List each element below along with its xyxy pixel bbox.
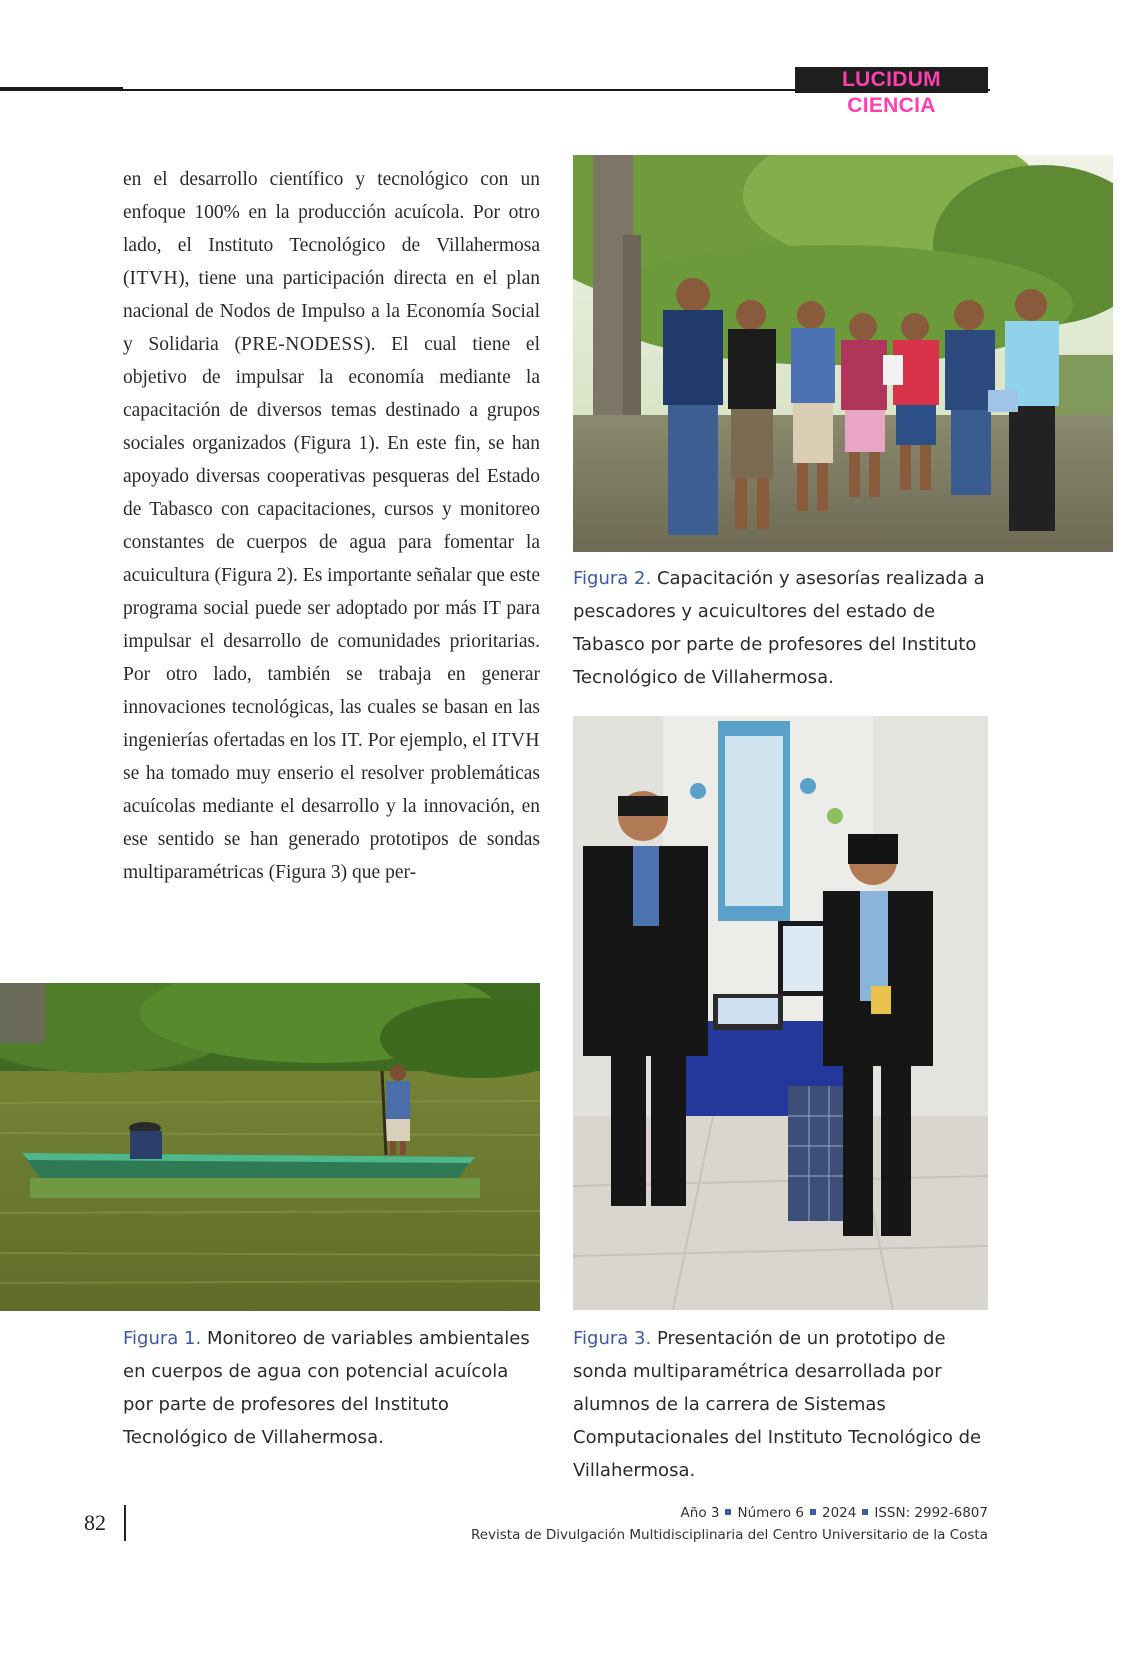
issue-year: Año 3 <box>680 1505 720 1521</box>
figure-2-label: Figura 2. <box>573 568 652 589</box>
bullet-square-icon <box>862 1509 868 1515</box>
abbreviation-itvh: ITVH <box>491 730 540 751</box>
abbreviation-itvh: ITVH <box>129 268 179 289</box>
figure-3-photo <box>573 716 988 1310</box>
figure-3-caption: Figura 3. Presentación de un prototipo de sonda multiparamétrica desarrollada por alumnos de la carrera de Sistemas Computacionales del Instituto Tecnológico de Villahermosa. <box>573 1328 982 1481</box>
issn: ISSN: 2992-6807 <box>874 1505 988 1521</box>
publication-name: Revista de Divulgación Multidisciplinaria del Centro Universitario de la Costa <box>470 1527 988 1543</box>
abbreviation-pre-nodess: PRE-NODESS <box>241 334 365 355</box>
figure-3-label: Figura 3. <box>573 1328 652 1349</box>
figure-1-photo <box>0 983 540 1311</box>
journal-name-banner: LUCIDUM CIENCIA <box>795 67 988 93</box>
figure-2-photo <box>573 155 1113 552</box>
bullet-square-icon <box>725 1509 731 1515</box>
issue-info <box>681 1505 988 1521</box>
bullet-square-icon <box>810 1509 816 1515</box>
header-rule-thick <box>0 87 123 91</box>
page-number-divider <box>124 1505 126 1541</box>
figure-1-label: Figura 1. <box>123 1328 202 1349</box>
page-number: 82 <box>84 1510 106 1535</box>
article-body-text: en el desarrollo científico y tecnológico con un enfoque 100% en la producción acuícola. Por otro lado, el Instituto Tecnológico de Villahermosa (ITVH), tiene una participación directa en el plan nacional de Nodos de Impulso a la Economía Social y Solidaria (PRE-NODESS). El cual tiene el objetivo de impulsar la economía mediante la capacitación de diversos temas destinado a grupos sociales organizados (Figura 1). En este fin, se han apoyado diversas cooperativas pesqueras del Estado de Tabasco con capacitaciones, cursos y monitoreo constantes de cuerpos de agua para fomentar la acuicultura (Figura 2). Es importante señalar que este programa social puede ser adoptado por más IT para impulsar el desarrollo de comunidades prioritarias. Por otro lado, también se trabaja en generar innovaciones tecnológicas, las cuales se basan en las ingenierías ofertadas en los IT. Por ejemplo, el ITVH se ha tomado muy enserio el resolver problemáticas acuícolas mediante el desarrollo y la innovación, en ese sentido se han generado prototipos de sondas multiparamétricas (Figura 3) que per- <box>123 169 540 883</box>
issue-number: Número 6 <box>737 1505 804 1521</box>
figure-2-caption: Figura 2. Capacitación y asesorías realizada a pescadores y acuicultores del estado de Tabasco por parte de profesores del Instituto Tecnológico de Villahermosa. <box>573 568 985 688</box>
issue-date: 2024 <box>821 1505 857 1521</box>
figure-1-caption: Figura 1. Monitoreo de variables ambientales en cuerpos de agua con potencial acuícola por parte de profesores del Instituto Tecnológico de Villahermosa. <box>123 1328 530 1448</box>
